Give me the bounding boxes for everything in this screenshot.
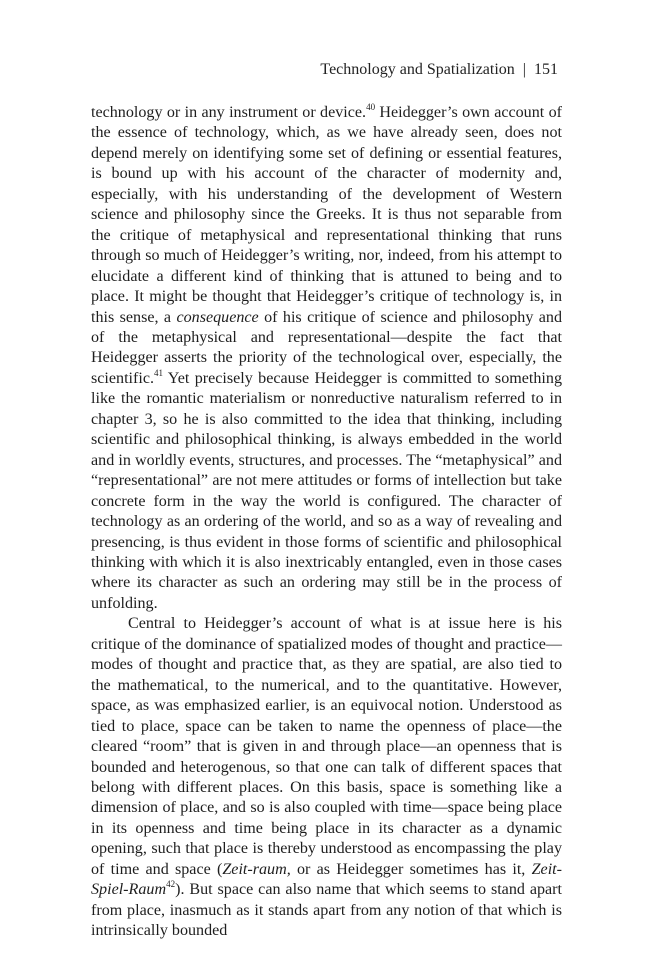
paragraph-2-text: Central to Heidegger’s account of what is at issue here is his critique of the dominance of spatialized modes of thought and practice—modes of thought and practice that, as they are spatial, are also tied to the mathematical, to the numerical, and to the quantitative. However, space, as was emphasized earlier, is an equivocal notion. Understood as tied to place, space can be taken to name the openness of place—the cleared “room” that is given in and through place—an openness that is bounded and heterogenous, so that one can talk of different spaces that belong with different places. On this basis, space is something like a dimension of place, and so is also coupled with time—space being place in its openness and time being place in its character as a dynamic opening, such that place is thereby understood as encompassing the play of time and space ( (91, 615, 562, 878)
paragraph-1-text: Heidegger’s own account of the essence of technology, which, as we have already seen, does not depend merely on identifying some set of defining or essential features, is bound up with his account of the character of modernity and, especially, with his understanding of the development of Western science and philosophy since the Greeks. It is thus not separable from the critique of metaphysical and representational thinking that runs through so much of Heidegger’s writing, nor, indeed, from his attempt to elucidate a different kind of thinking that is attuned to being and to place. It might be thought that Heidegger’s critique of technology is, in this sense, a (91, 104, 562, 326)
footnote-ref-41[interactable]: 41 (154, 367, 164, 378)
paragraph-1 (91, 103, 562, 614)
italic-consequence: consequence (176, 308, 259, 326)
paragraph-1-text: of his critique of science and philosophy and of the metaphysical and representational—despite the fact that Heidegger asserts the priority of the technological over, especially, the scientific. (91, 308, 562, 387)
italic-zeit-spiel-raum: Zeit-Spiel-Raum (91, 860, 562, 899)
chapter-title: Technology and Spatialization (320, 61, 515, 78)
paragraph-2-text: or as Heidegger sometimes has it, (290, 860, 532, 878)
paragraph-2 (91, 614, 562, 941)
header-separator: | (522, 61, 526, 78)
footnote-ref-42[interactable]: 42 (166, 879, 176, 890)
body-text (91, 103, 562, 942)
footnote-ref-40[interactable]: 40 (366, 102, 376, 112)
running-header (320, 60, 558, 80)
paragraph-1-text: technology or in any instrument or device. (91, 104, 367, 121)
paragraph-1-text: Yet precisely because Heidegger is committed to something like the romantic materialism or nonreductive naturalism referred to in chapter 3, so he is also committed to the idea that thinking, including scientific and philosophical thinking, is always embedded in the world and in worldly events, structures, and processes. The “metaphysical” and “representational” are not mere attitudes or forms of intellection but take concrete form in the way the world is configured. The character of technology as an ordering of the world, and so as a way of revealing and presencing, is thus evident in those forms of scientific and philosophical thinking with which it is also inextricably entangled, even in those cases where its character as such an ordering may still be in the process of unfolding. (91, 369, 562, 612)
italic-zeit-raum: Zeit-raum, (222, 860, 291, 878)
page-number: 151 (534, 61, 558, 78)
paragraph-2-text: ). But space can also name that which seems to stand apart from place, inasmuch as it stands apart from any notion of that which is intrinsically bounded (91, 881, 562, 940)
